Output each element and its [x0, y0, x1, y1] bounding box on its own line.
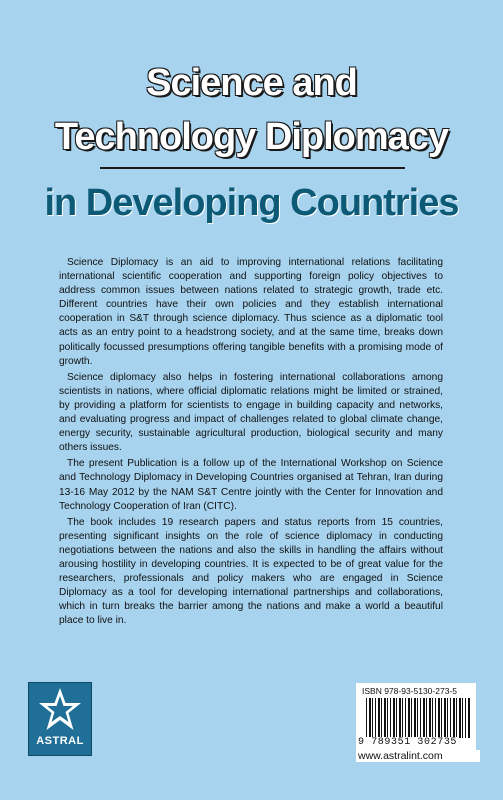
barcode-bars — [366, 698, 470, 738]
publisher-name: ASTRAL — [36, 735, 84, 747]
title-line-2: Technology Diplomacy — [54, 116, 449, 158]
publisher-website: www.astralint.com — [356, 750, 480, 762]
title-line-1: Science and — [146, 62, 357, 104]
publisher-logo — [28, 682, 92, 756]
blurb-paragraph-2: Science diplomacy also helps in fostering international collaborations among scientists in nations, where official diplomatic relations might be limited or strained, by providing a platform for scientists to engage in building capacity and networks, and evaluating progress and impact of challenges related to global climate change, energy security, sustainable agricultural production, biological security and many others issues. — [59, 371, 443, 454]
blurb-paragraph-1: Science Diplomacy is an aid to improving international relations facilitating international scientific cooperation and supporting foreign policy objectives to address common issues between nations related to strategic growth, trade etc. Different countries have their own policies and they establish international cooperation in S&T through science diplomacy. Thus science as a diplomatic tool acts as an entry point to a headstrong society, and at the same time, breaks down politically focussed presumptions offering tangible benefits with a promising mode of growth. — [59, 257, 443, 367]
isbn-text: ISBN 978-93-5130-273-5 — [362, 686, 457, 696]
barcode-number: 9 789351 302735 — [358, 737, 458, 748]
title-underline — [100, 167, 405, 169]
star-icon — [38, 687, 82, 733]
blurb-paragraph-3: The present Publication is a follow up of the International Workshop on Science and Technology Diplomacy in Developing Countries organised at Tehran, Iran during 13-16 May 2012 by the NAM S&T Centre jointly with the Center for Innovation and Technology Cooperation of Iran (CITC). — [59, 458, 443, 512]
title-line-3: in Developing Countries — [44, 182, 459, 224]
blurb — [59, 256, 443, 630]
blurb-paragraph-4: The book includes 19 research papers and status reports from 15 countries, presenting significant insights on the role of science diplomacy in conducting negotiations between the nations and also the skills in handling the affairs without arousing hostility in developing countries. It is expected to be of great value for the researchers, professionals and policy makers who are engaged in Science Diplomacy as a tool for developing international partnerships and collaborations, which in turn breaks the barrier among the nations and make a world a beautiful place to live in. — [59, 516, 443, 627]
